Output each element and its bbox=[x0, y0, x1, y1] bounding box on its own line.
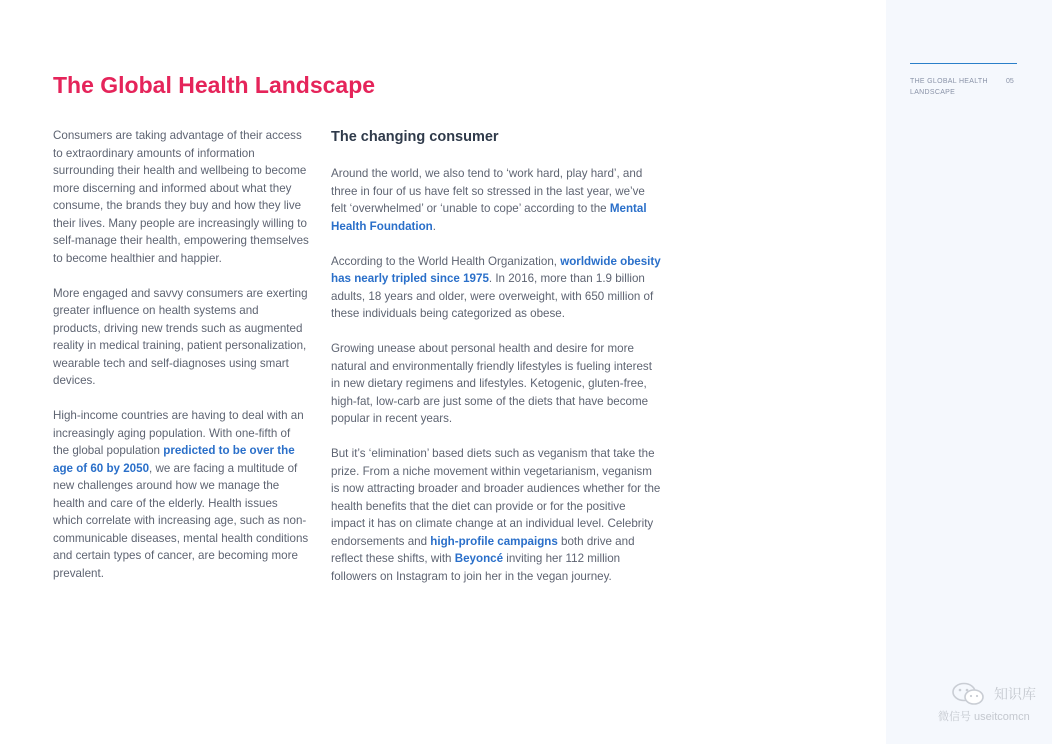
high-profile-campaigns-link[interactable]: high-profile campaigns bbox=[430, 534, 558, 548]
aging-population-link[interactable]: predicted to be over the age of 60 by 2050 bbox=[53, 444, 295, 475]
paragraph bbox=[331, 165, 661, 235]
paragraph bbox=[53, 407, 309, 582]
paragraph bbox=[331, 445, 661, 585]
sidebar-divider bbox=[910, 63, 1017, 64]
right-column bbox=[331, 127, 661, 603]
watermark-id: 微信号 useitcomcn bbox=[938, 711, 1030, 723]
text-span: , we are facing a multitude of new challenges around how we manage the health and care of the elderly. Health issues which correlate with increasing age, such as non-communicable diseases, mental health conditions and certain types of cancer, are becoming more prevalent. bbox=[53, 461, 309, 580]
text-span: . bbox=[432, 219, 436, 233]
text-span: According to the World Health Organization, bbox=[331, 254, 561, 268]
text-span: Around the world, we also tend to ‘work hard, play hard’, and three in four of us have felt so stressed in the last year, we’ve felt ‘overwhelmed’ or ‘unable to cope’ according to the bbox=[331, 167, 645, 215]
obesity-statistic-link[interactable]: worldwide obesity has nearly tripled since 1975 bbox=[331, 254, 661, 285]
paragraph: Growing unease about personal health and desire for more natural and environmentally friendly lifestyles is fueling interest in new dietary regimens and lifestyles. Ketogenic, gluten-free, high-fat, low-carb are just some of the diets that have become popular in recent years. bbox=[331, 342, 652, 425]
page-title: The Global Health Landscape bbox=[53, 72, 376, 98]
text-span: High-income countries are having to deal with an increasingly aging population. With one-fifth of the global population bbox=[53, 409, 304, 457]
left-column bbox=[53, 127, 309, 600]
text-span: . In 2016, more than 1.9 billion adults, 18 years and older, were overweight, with 650 million of these individuals being categorized as obese. bbox=[331, 272, 654, 320]
wechat-icon bbox=[952, 682, 986, 711]
text-span: But it’s ‘elimination’ based diets such as veganism that take the prize. From a niche movement within vegetarianism, veganism is now attracting broader and broader audiences whether for the health benefits that the diet can provide or for the positive impact it has on climate change at an individual level. Celebrity endorsements and bbox=[331, 447, 661, 548]
paragraph bbox=[331, 253, 661, 323]
sidebar-panel bbox=[886, 0, 1052, 744]
paragraph: Consumers are taking advantage of their access to extraordinary amounts of information surrounding their health and wellbeing to become more discerning and informed about what they consume, the brands they buy and how they live their lives. Many people are increasingly willing to self-manage their health, empowering themselves to become healthier and happier. bbox=[53, 129, 309, 265]
text-span: both drive and reflect these shifts, with bbox=[331, 534, 635, 565]
subheading: The changing consumer bbox=[331, 129, 499, 145]
paragraph: More engaged and savvy consumers are exerting greater influence on health systems and products, driving new trends such as augmented reality in medical training, patient personalization, wearable tech and self-diagnoses using smart devices. bbox=[53, 286, 308, 387]
watermark bbox=[936, 680, 1048, 728]
watermark-brand: 知识库 bbox=[994, 686, 1036, 702]
mental-health-foundation-link[interactable]: Mental Health Foundation bbox=[331, 202, 647, 233]
page-number: 05 bbox=[1006, 78, 1014, 85]
beyonce-link[interactable]: Beyoncé bbox=[454, 552, 504, 565]
section-label: THE GLOBAL HEALTH LANDSCAPE bbox=[910, 78, 988, 96]
text-span: inviting her 112 million followers on Instagram to join her in the vegan journey. bbox=[331, 552, 621, 583]
